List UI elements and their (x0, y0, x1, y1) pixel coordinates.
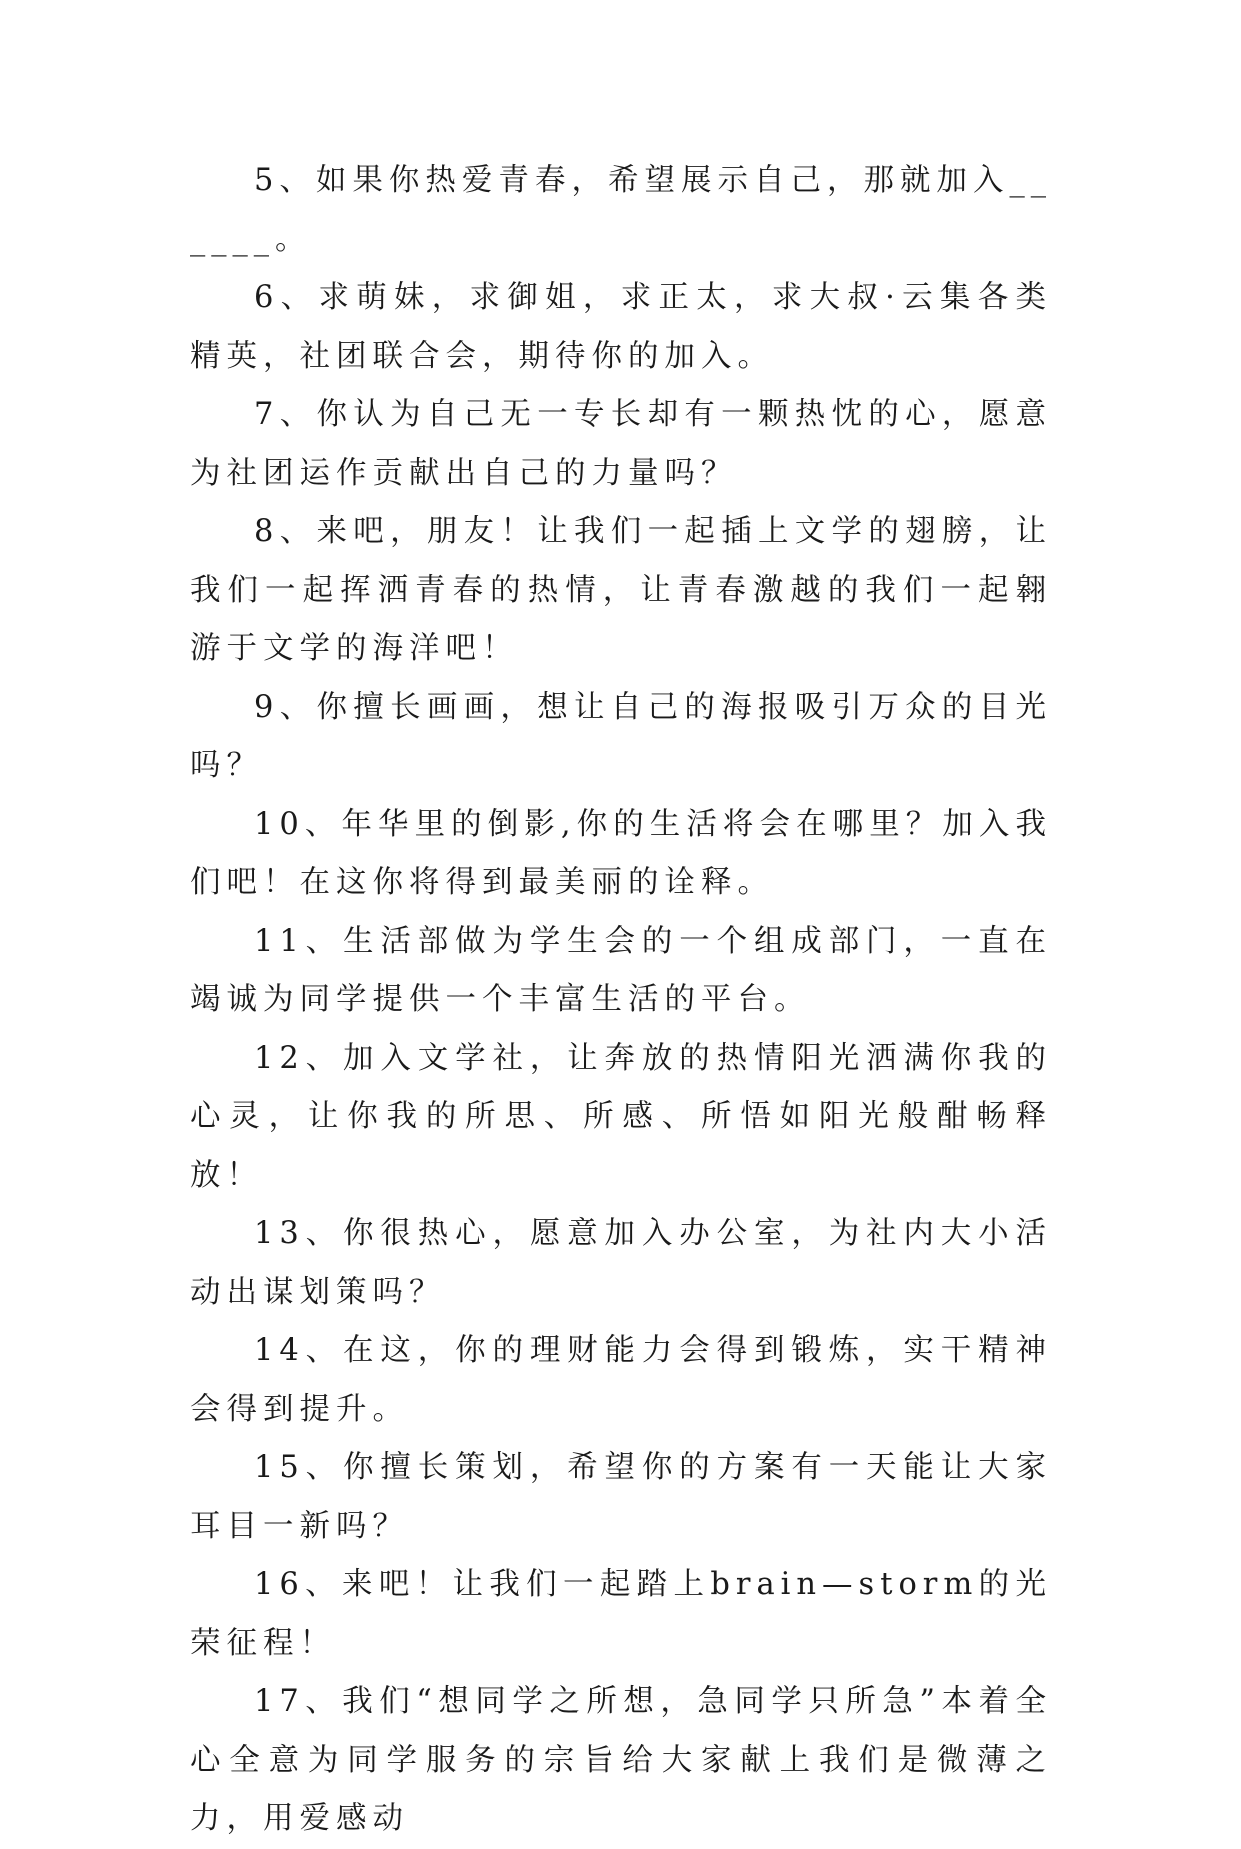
paragraph-16: 16、来吧！让我们一起踏上brain—storm的光荣征程！ (190, 1567, 1052, 1661)
paragraph-15: 15、你擅长策划，希望你的方案有一天能让大家耳目一新吗？ (190, 1450, 1052, 1544)
paragraph-6: 6、求萌妹，求御姐，求正太，求大叔·云集各类精英，社团联合会，期待你的加入。 (190, 280, 1052, 374)
paragraph-14: 14、在这，你的理财能力会得到锻炼，实干精神会得到提升。 (190, 1333, 1052, 1427)
document-page (190, 152, 1052, 1849)
paragraph-13: 13、你很热心，愿意加入办公室，为社内大小活动出谋划策吗？ (190, 1216, 1052, 1310)
paragraph-11: 11、生活部做为学生会的一个组成部门，一直在竭诚为同学提供一个丰富生活的平台。 (190, 923, 1052, 1017)
paragraph-5: 5、如果你热爱青春，希望展示自己，那就加入______。 (190, 163, 1052, 257)
paragraph-7: 7、你认为自己无一专长却有一颗热忱的心，愿意为社团运作贡献出自己的力量吗？ (190, 397, 1052, 491)
paragraph-12: 12、加入文学社，让奔放的热情阳光洒满你我的心灵，让你我的所思、所感、所悟如阳光般酣畅释放！ (190, 1040, 1052, 1193)
paragraph-17: 17、我们“想同学之所想，急同学只所急”本着全心全意为同学服务的宗旨给大家献上我们是微薄之力，用爱感动 (190, 1684, 1052, 1836)
paragraph-8: 8、来吧，朋友！让我们一起插上文学的翅膀，让我们一起挥洒青春的热情，让青春激越的我们一起翱游于文学的海洋吧！ (190, 514, 1052, 666)
paragraph-9: 9、你擅长画画，想让自己的海报吸引万众的目光吗？ (190, 689, 1052, 783)
paragraph-10: 10、年华里的倒影,你的生活将会在哪里？加入我们吧！在这你将得到最美丽的诠释。 (190, 806, 1052, 900)
